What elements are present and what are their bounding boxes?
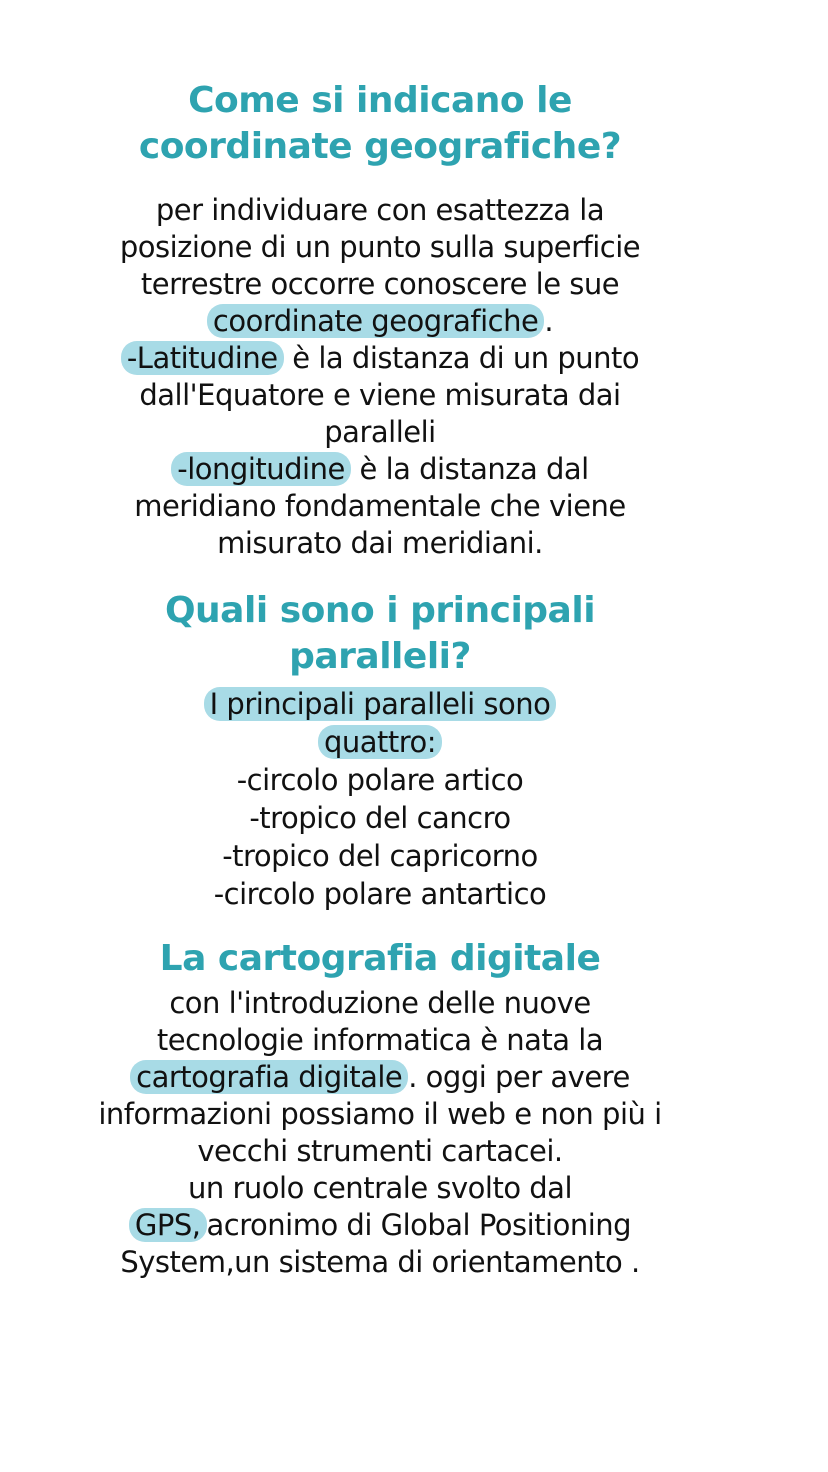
section-1-body-line: coordinate geografiche . bbox=[0, 303, 760, 340]
highlight-gps: GPS, bbox=[129, 1208, 207, 1242]
section-1-title-line-1: Come si indicano le bbox=[188, 80, 572, 121]
highlight-quattro: quattro: bbox=[318, 725, 442, 759]
section-1-body-line: misurato dai meridiani. bbox=[217, 526, 543, 560]
section-2-body-line bbox=[0, 686, 760, 723]
highlight-longitudine: -longitudine bbox=[171, 452, 351, 486]
highlight-cartografia-digitale: cartografia digitale bbox=[130, 1060, 408, 1094]
section-1-body-line: -longitudine è la distanza dal bbox=[0, 451, 760, 488]
section-3-body-line: vecchi strumenti cartacei. bbox=[197, 1134, 563, 1168]
section-2-body-line: -tropico del cancro bbox=[249, 801, 511, 835]
section-1-title-line-2: coordinate geografiche? bbox=[138, 126, 622, 167]
section-1-body-line: -Latitudine è la distanza di un punto bbox=[0, 340, 760, 377]
section-2-body-line bbox=[0, 724, 760, 761]
highlight-coordinate-geografiche: coordinate geografiche bbox=[207, 304, 544, 338]
section-3-body-line: System,un sistema di orientamento . bbox=[120, 1245, 640, 1279]
section-3-body-line: tecnologie informatica è nata la bbox=[156, 1023, 604, 1057]
section-2-body-line: -tropico del capricorno bbox=[222, 839, 538, 873]
section-1-body-line: dall'Equatore e viene misurata dai bbox=[139, 378, 621, 412]
section-1-body-line: posizione di un punto sulla superficie bbox=[119, 230, 641, 264]
section-2-title-line-2: paralleli? bbox=[289, 636, 471, 677]
section-3-body-line: un ruolo centrale svolto dal bbox=[187, 1171, 573, 1205]
section-2-body-line: -circolo polare artico bbox=[236, 763, 524, 797]
section-2-title-line-1: Quali sono i principali bbox=[164, 590, 596, 631]
section-3-title: La cartografia digitale bbox=[159, 938, 601, 979]
section-1-body-line: terrestre occorre conoscere le sue bbox=[140, 267, 620, 301]
section-2-body-line: -circolo polare antartico bbox=[213, 877, 547, 911]
highlight-principali-paralleli: I principali paralleli sono bbox=[204, 687, 557, 721]
section-1-body-line: meridiano fondamentale che viene bbox=[134, 489, 626, 523]
section-3-body-line: con l'introduzione delle nuove bbox=[169, 986, 591, 1020]
section-1-body-line: per individuare con esattezza la bbox=[155, 193, 605, 227]
section-3-body-line: informazioni possiamo il web e non più i bbox=[98, 1097, 662, 1131]
highlight-latitudine: -Latitudine bbox=[121, 341, 284, 375]
section-3-body-line: GPS, acronimo di Global Positioning bbox=[0, 1207, 760, 1244]
section-1-body-line: paralleli bbox=[324, 415, 436, 449]
section-3-body-line: cartografia digitale . oggi per avere bbox=[0, 1059, 760, 1096]
